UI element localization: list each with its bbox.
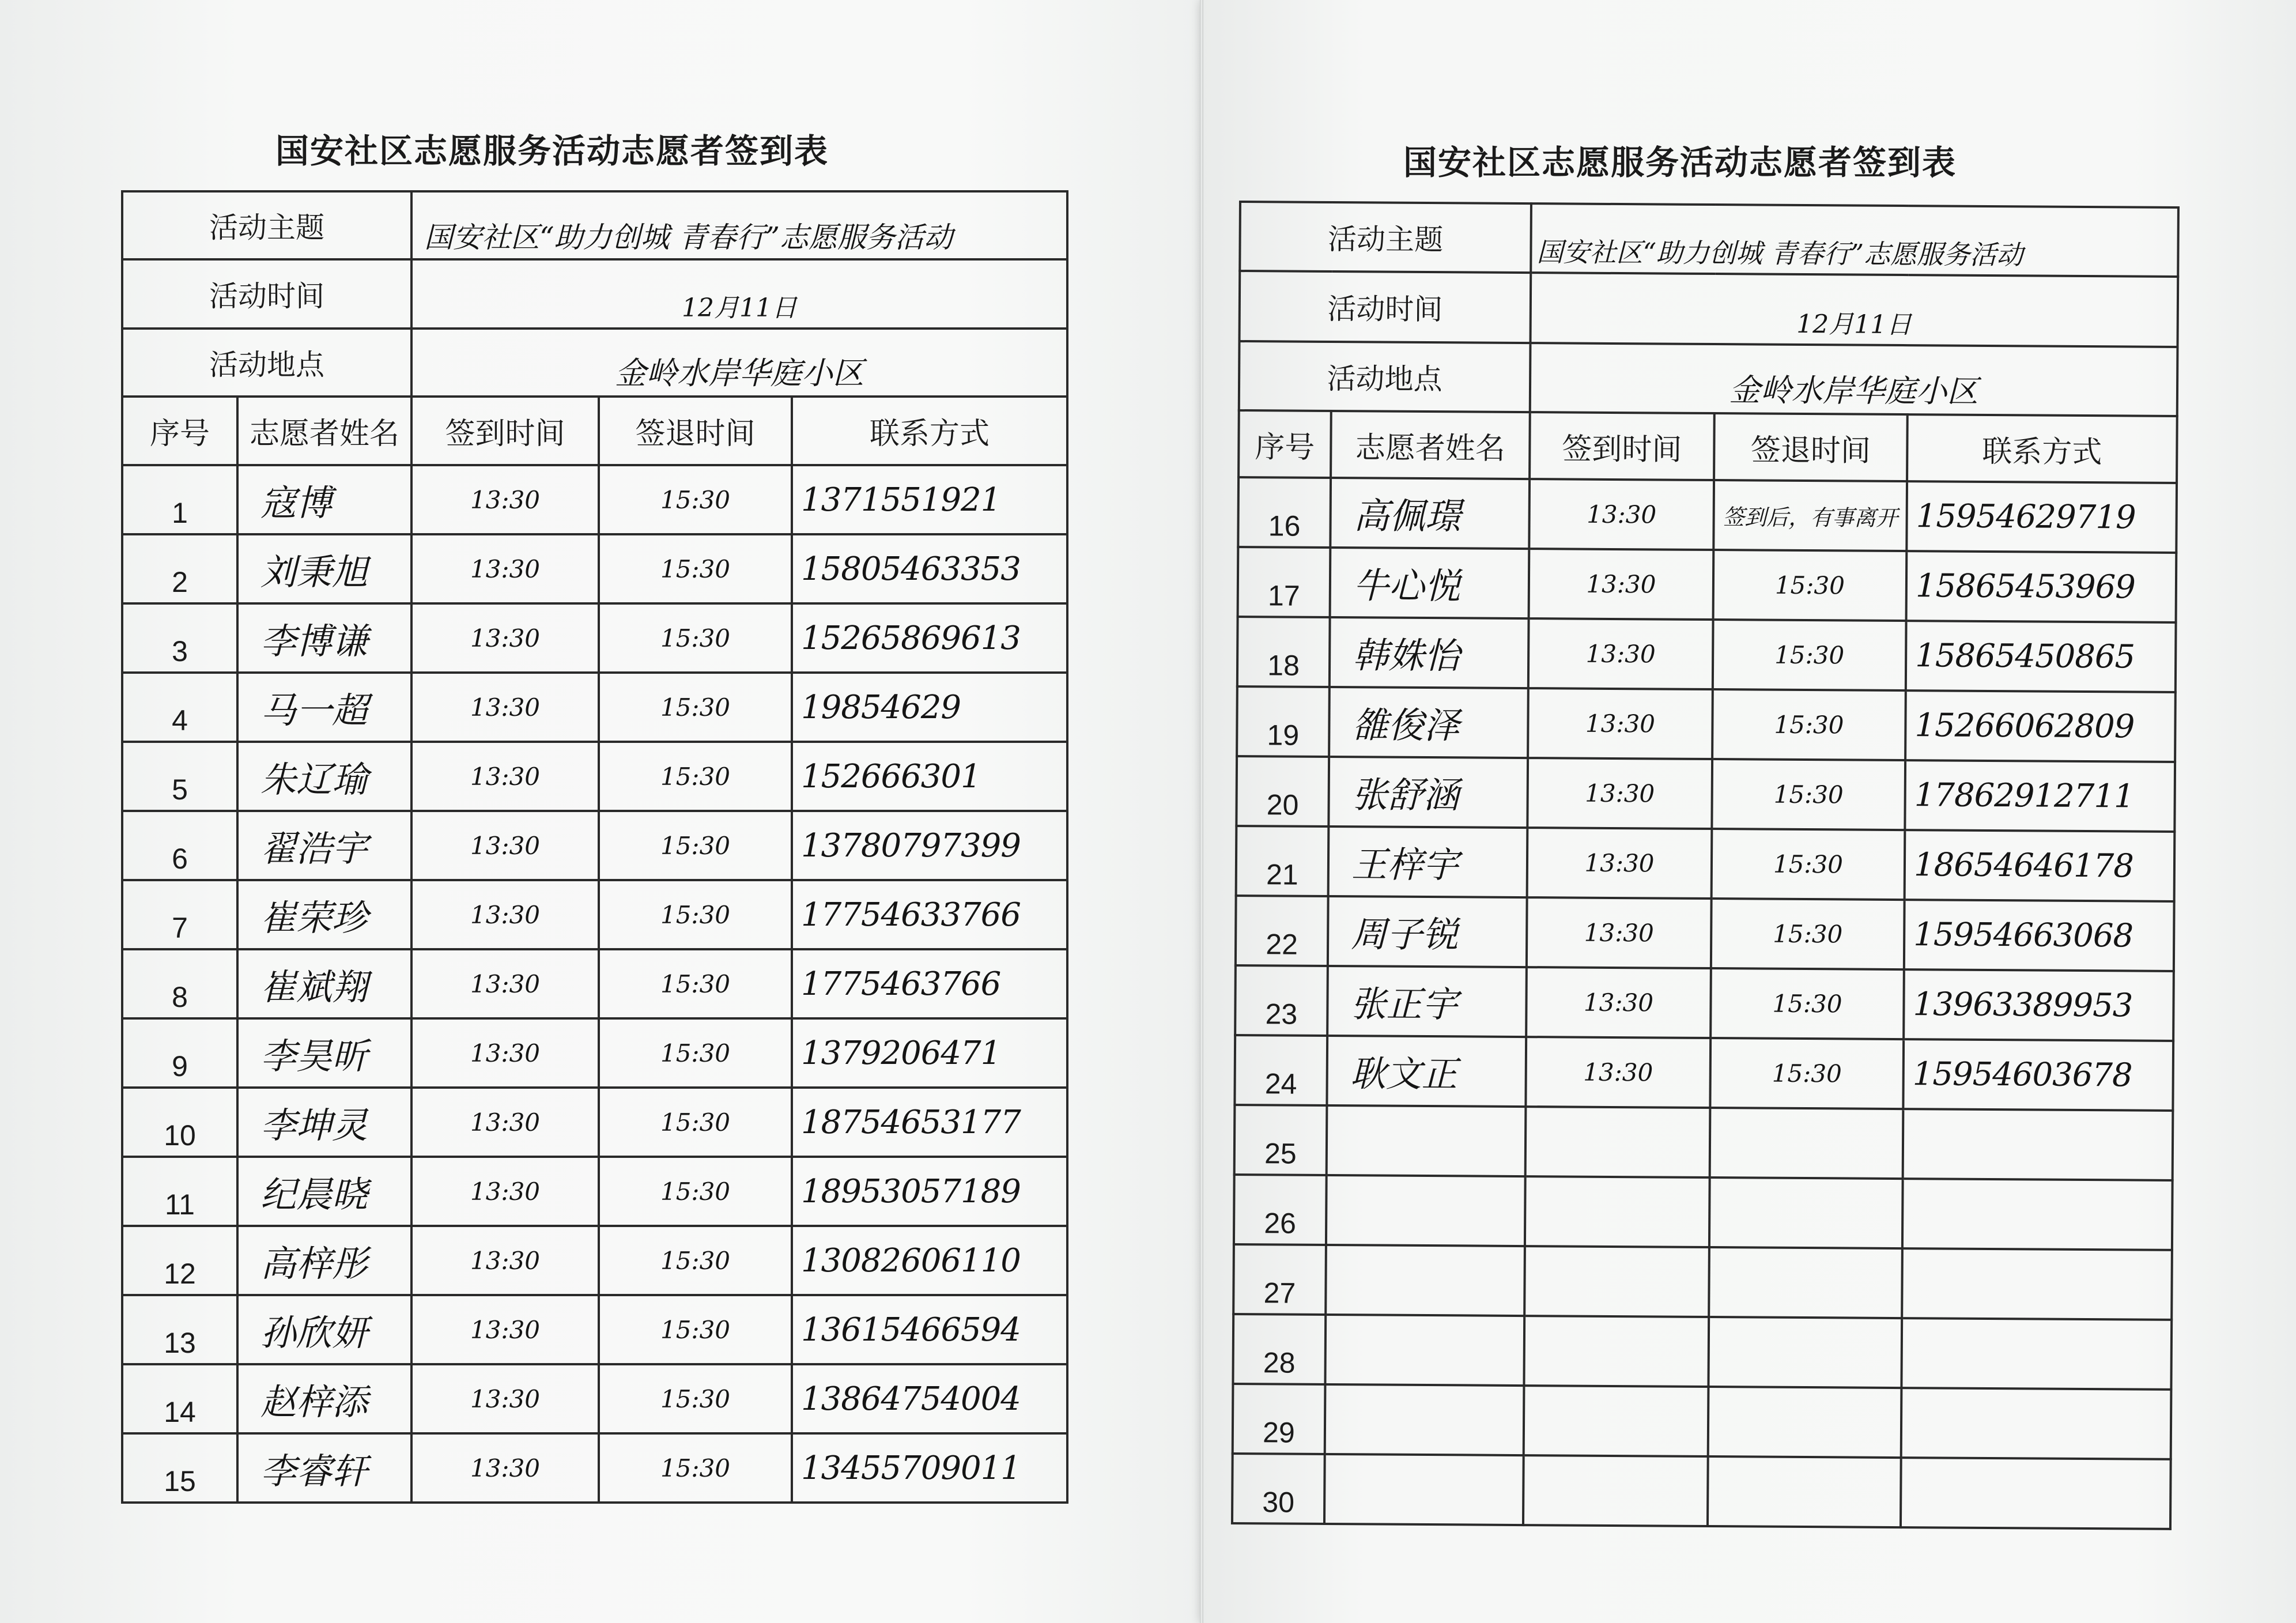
right-header-row — [1238, 410, 2177, 483]
contact-phone: 17754633766 — [792, 880, 1067, 949]
time-label: 活动时间 — [122, 259, 411, 329]
time-value: 12月11日 — [411, 259, 1067, 329]
contact-phone: 13455709011 — [792, 1433, 1067, 1503]
checkin-time: 13:30 — [411, 811, 599, 880]
contact-phone: 1371551921 — [792, 465, 1067, 534]
checkout-time: 15:30 — [599, 742, 792, 811]
theme-label: 活动主题 — [122, 191, 411, 259]
contact-phone: 13082606110 — [792, 1226, 1067, 1295]
checkin-time: 13:30 — [1527, 758, 1712, 829]
contact-phone: 15865453969 — [1906, 551, 2177, 622]
contact-phone: 13864754004 — [792, 1364, 1067, 1433]
left-sheet-title: 国安社区志愿服务活动志愿者签到表 — [275, 131, 829, 171]
contact-phone — [1901, 1458, 2171, 1529]
contact-phone — [1903, 1109, 2173, 1180]
table-row — [1236, 756, 2175, 832]
header-checkin: 签到时间 — [411, 397, 599, 465]
checkin-time: 13:30 — [411, 1364, 599, 1433]
checkin-time: 13:30 — [411, 1295, 599, 1364]
checkin-time: 13:30 — [1527, 897, 1712, 968]
contact-phone: 152666301 — [792, 742, 1067, 811]
checkout-time: 15:30 — [1711, 899, 1905, 969]
table-row — [122, 880, 1067, 949]
volunteer-name: 崔荣珍 — [237, 880, 411, 949]
left-signin-table — [121, 190, 1068, 1504]
checkin-time: 13:30 — [411, 465, 599, 534]
checkout-time: 15:30 — [1713, 620, 1906, 690]
checkout-time — [1710, 1108, 1904, 1179]
volunteer-name: 纪晨晓 — [237, 1157, 411, 1226]
header-no: 序号 — [122, 397, 237, 465]
row-number: 23 — [1235, 965, 1328, 1036]
volunteer-name — [1325, 1315, 1524, 1386]
checkout-time: 15:30 — [599, 1433, 792, 1503]
row-number: 29 — [1233, 1384, 1326, 1454]
contact-phone: 15265869613 — [792, 603, 1067, 673]
table-row — [1234, 1105, 2173, 1180]
checkin-time: 13:30 — [411, 603, 599, 673]
checkin-time: 13:30 — [411, 1157, 599, 1226]
checkin-time: 13:30 — [1528, 688, 1713, 759]
table-row — [1233, 1384, 2172, 1459]
volunteer-name: 崔斌翔 — [237, 949, 411, 1018]
checkout-time: 15:30 — [599, 465, 792, 534]
volunteer-name: 王梓宇 — [1328, 826, 1528, 897]
table-row — [1236, 826, 2175, 901]
checkout-time: 15:30 — [599, 1018, 792, 1088]
checkout-time: 15:30 — [599, 673, 792, 742]
checkout-time: 15:30 — [599, 1364, 792, 1433]
table-row — [122, 949, 1067, 1018]
table-row — [1234, 1175, 2173, 1250]
table-row — [122, 465, 1067, 534]
volunteer-name: 李博谦 — [237, 603, 411, 673]
table-row — [1238, 477, 2177, 553]
checkin-time: 13:30 — [411, 1226, 599, 1295]
checkout-time: 签到后，有事离开 — [1713, 480, 1907, 551]
volunteer-name: 寇博 — [237, 465, 411, 534]
table-row — [122, 1088, 1067, 1157]
row-number: 14 — [122, 1364, 237, 1433]
checkin-time: 13:30 — [411, 1088, 599, 1157]
contact-phone — [1901, 1388, 2172, 1459]
checkin-time: 13:30 — [411, 534, 599, 603]
checkout-time: 15:30 — [1710, 1038, 1904, 1109]
contact-phone: 18654646178 — [1905, 830, 2175, 901]
row-number: 30 — [1232, 1454, 1325, 1524]
row-number: 10 — [122, 1088, 237, 1157]
left-header-row — [122, 397, 1067, 465]
checkout-time: 15:30 — [599, 1088, 792, 1157]
row-number: 18 — [1237, 617, 1330, 687]
row-number: 22 — [1236, 896, 1328, 966]
theme-label: 活动主题 — [1240, 202, 1531, 273]
contact-phone: 13963389953 — [1904, 969, 2174, 1041]
table-row — [122, 1295, 1067, 1364]
volunteer-name: 赵梓添 — [237, 1364, 411, 1433]
header-contact: 联系方式 — [1907, 414, 2177, 483]
right-info-section — [1239, 202, 2178, 416]
contact-phone: 15266062809 — [1905, 690, 2176, 762]
checkin-time: 13:30 — [411, 742, 599, 811]
checkout-time: 15:30 — [1713, 550, 1907, 621]
checkout-time: 15:30 — [1712, 759, 1905, 830]
checkin-time: 13:30 — [1529, 549, 1714, 620]
table-row — [122, 1226, 1067, 1295]
header-contact: 联系方式 — [792, 397, 1067, 465]
table-row — [1235, 965, 2174, 1041]
row-number: 13 — [122, 1295, 237, 1364]
contact-phone — [1901, 1318, 2172, 1390]
table-row — [1233, 1314, 2172, 1390]
volunteer-name: 周子锐 — [1328, 896, 1527, 967]
volunteer-name: 韩姝怡 — [1330, 617, 1529, 688]
volunteer-name: 刘秉旭 — [237, 534, 411, 603]
checkout-time: 15:30 — [1710, 968, 1904, 1039]
row-number: 19 — [1237, 686, 1330, 757]
page-fold — [1200, 0, 1203, 1623]
table-row — [1237, 686, 2176, 762]
left-data-rows — [122, 465, 1067, 1503]
contact-phone: 15865450865 — [1906, 621, 2176, 692]
checkin-time: 13:30 — [1527, 828, 1712, 899]
volunteer-name — [1325, 1384, 1524, 1455]
right-signin-table — [1231, 201, 2180, 1530]
contact-phone: 19854629 — [792, 673, 1067, 742]
checkout-time: 15:30 — [1712, 829, 1905, 900]
row-number: 6 — [122, 811, 237, 880]
row-number: 17 — [1238, 547, 1331, 617]
header-checkout: 签退时间 — [599, 397, 792, 465]
volunteer-name — [1324, 1454, 1524, 1525]
header-name: 志愿者姓名 — [1331, 411, 1530, 479]
place-label: 活动地点 — [122, 329, 411, 397]
checkout-time — [1708, 1387, 1902, 1458]
contact-phone — [1902, 1179, 2173, 1250]
table-row — [122, 534, 1067, 603]
row-number: 2 — [122, 534, 237, 603]
contact-phone: 15805463353 — [792, 534, 1067, 603]
checkin-time: 13:30 — [1528, 618, 1713, 689]
checkout-time: 15:30 — [599, 811, 792, 880]
place-label: 活动地点 — [1239, 341, 1531, 412]
contact-phone: 15954629719 — [1906, 481, 2177, 553]
checkin-time: 13:30 — [1526, 967, 1711, 1038]
row-number: 5 — [122, 742, 237, 811]
checkin-time: 13:30 — [411, 880, 599, 949]
checkin-time — [1525, 1107, 1710, 1177]
checkin-time — [1525, 1176, 1710, 1247]
checkout-time: 15:30 — [599, 880, 792, 949]
checkout-time: 15:30 — [599, 534, 792, 603]
theme-value: 国安社区“助力创城 青春行”志愿服务活动 — [411, 191, 1067, 259]
right-data-rows — [1232, 477, 2177, 1529]
table-row — [1237, 617, 2176, 692]
table-row — [1233, 1244, 2172, 1320]
checkin-time — [1523, 1455, 1708, 1526]
table-row — [122, 1433, 1067, 1503]
checkout-time — [1708, 1317, 1902, 1388]
contact-phone: 13780797399 — [792, 811, 1067, 880]
checkout-time: 15:30 — [1712, 689, 1906, 760]
table-row — [122, 673, 1067, 742]
checkin-time: 13:30 — [411, 949, 599, 1018]
checkout-time: 15:30 — [599, 949, 792, 1018]
table-row — [122, 811, 1067, 880]
table-row — [122, 1018, 1067, 1088]
row-number: 21 — [1236, 826, 1329, 896]
contact-phone: 18754653177 — [792, 1088, 1067, 1157]
volunteer-name: 翟浩宇 — [237, 811, 411, 880]
checkout-time: 15:30 — [599, 603, 792, 673]
row-number: 20 — [1236, 756, 1329, 826]
row-number: 8 — [122, 949, 237, 1018]
header-name: 志愿者姓名 — [237, 397, 411, 465]
contact-phone: 13615466594 — [792, 1295, 1067, 1364]
place-value: 金岭水岸华庭小区 — [1530, 343, 2178, 416]
volunteer-name: 牛心悦 — [1330, 548, 1530, 618]
time-value: 12月11日 — [1531, 273, 2178, 347]
row-number: 28 — [1233, 1314, 1326, 1384]
checkin-time — [1524, 1386, 1709, 1456]
volunteer-name: 高梓彤 — [237, 1226, 411, 1295]
row-number: 3 — [122, 603, 237, 673]
checkout-time — [1708, 1456, 1901, 1527]
volunteer-name — [1327, 1105, 1526, 1176]
row-number: 9 — [122, 1018, 237, 1088]
row-number: 24 — [1234, 1035, 1327, 1105]
checkout-time — [1709, 1247, 1902, 1318]
checkin-time: 13:30 — [1525, 1037, 1710, 1108]
volunteer-name: 孙欣妍 — [237, 1295, 411, 1364]
time-label: 活动时间 — [1240, 271, 1531, 343]
table-row — [1234, 1035, 2173, 1111]
header-checkin: 签到时间 — [1530, 412, 1715, 480]
place-value: 金岭水岸华庭小区 — [411, 329, 1067, 397]
row-number: 7 — [122, 880, 237, 949]
left-info-section — [122, 191, 1067, 397]
table-row — [122, 742, 1067, 811]
contact-phone: 1379206471 — [792, 1018, 1067, 1088]
volunteer-name: 张正宇 — [1327, 966, 1527, 1037]
checkin-time — [1524, 1246, 1709, 1317]
theme-value: 国安社区“助力创城 青春行”志愿服务活动 — [1531, 203, 2178, 277]
volunteer-name: 张舒涵 — [1328, 757, 1528, 828]
table-row — [122, 1364, 1067, 1433]
row-number: 16 — [1238, 477, 1331, 548]
table-row — [1238, 547, 2177, 622]
volunteer-name: 李昊昕 — [237, 1018, 411, 1088]
volunteer-name: 李坤灵 — [237, 1088, 411, 1157]
table-row — [1236, 896, 2174, 971]
checkin-time: 13:30 — [1529, 479, 1714, 550]
table-row — [122, 1157, 1067, 1226]
volunteer-name — [1326, 1245, 1525, 1316]
checkout-time: 15:30 — [599, 1295, 792, 1364]
row-number: 15 — [122, 1433, 237, 1503]
volunteer-name: 高佩璟 — [1330, 478, 1530, 549]
checkin-time — [1524, 1316, 1709, 1387]
checkin-time: 13:30 — [411, 673, 599, 742]
header-no: 序号 — [1238, 410, 1331, 478]
row-number: 1 — [122, 465, 237, 534]
contact-phone: 15954663068 — [1904, 900, 2174, 971]
checkin-time: 13:30 — [411, 1433, 599, 1503]
volunteer-name — [1326, 1175, 1525, 1246]
contact-phone — [1902, 1248, 2172, 1320]
row-number: 25 — [1234, 1105, 1327, 1175]
checkout-time: 15:30 — [599, 1226, 792, 1295]
table-row — [1232, 1454, 2171, 1529]
contact-phone: 17862912711 — [1905, 760, 2175, 832]
contact-phone: 1775463766 — [792, 949, 1067, 1018]
row-number: 27 — [1233, 1244, 1326, 1315]
contact-phone: 15954603678 — [1903, 1039, 2173, 1111]
row-number: 26 — [1234, 1175, 1327, 1245]
row-number: 11 — [122, 1157, 237, 1226]
checkin-time: 13:30 — [411, 1018, 599, 1088]
right-sheet-title: 国安社区志愿服务活动志愿者签到表 — [1403, 143, 1957, 182]
checkout-time — [1709, 1177, 1903, 1248]
volunteer-name: 朱辽瑜 — [237, 742, 411, 811]
volunteer-name: 雒俊泽 — [1329, 687, 1528, 758]
volunteer-name: 马一超 — [237, 673, 411, 742]
row-number: 12 — [122, 1226, 237, 1295]
volunteer-name: 耿文正 — [1327, 1036, 1526, 1107]
table-row — [122, 603, 1067, 673]
volunteer-name: 李睿轩 — [237, 1433, 411, 1503]
contact-phone: 18953057189 — [792, 1157, 1067, 1226]
row-number: 4 — [122, 673, 237, 742]
checkout-time: 15:30 — [599, 1157, 792, 1226]
header-checkout: 签退时间 — [1714, 413, 1908, 481]
